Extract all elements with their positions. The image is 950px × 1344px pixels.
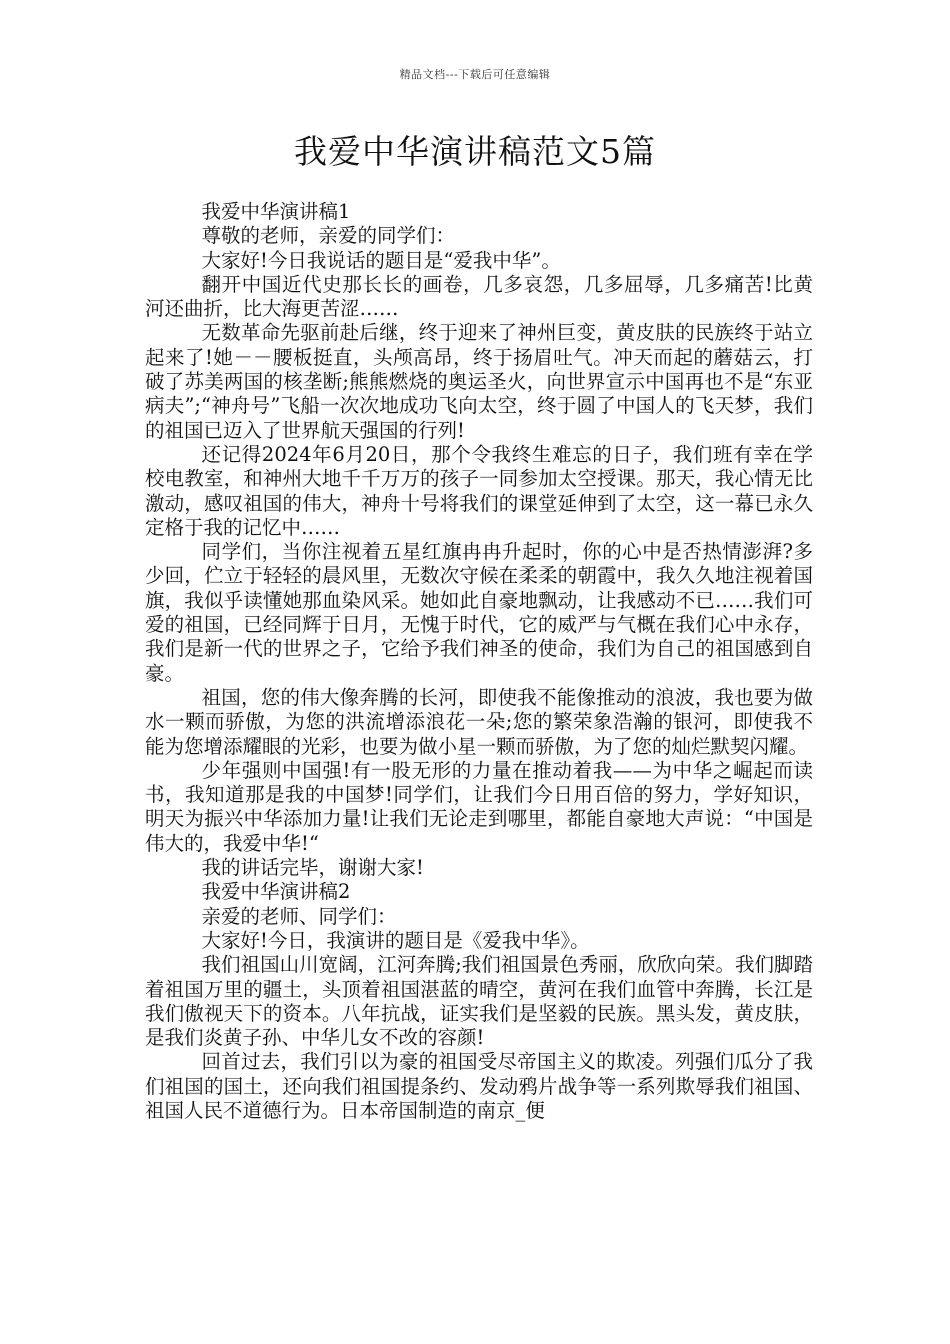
body-paragraph: 少年强则中国强!有一股无形的力量在推动着我——为中华之崛起而读书，我知道那是我的中国梦!同学们，让我们今日用百倍的努力，学好知识，明天为振兴中华添加力量!让我们无论走到哪里，都能自豪地大声说：“中国是伟大的，我爱中华!“ — [145, 758, 813, 855]
body-paragraph: 祖国，您的伟大像奔腾的长河，即使我不能像推动的浪波，我也要为做水一颗而骄傲，为您的洪流增添浪花一朵;您的繁荣象浩瀚的银河，即使我不能为您增添耀眼的光彩，也要为做小星一颗而骄傲，为了您的灿烂默契闪耀。 — [145, 685, 813, 758]
speech-2-heading: 我爱中华演讲稿2 — [201, 880, 351, 904]
document-title: 我爱中华演讲稿范文5篇 — [294, 132, 656, 171]
speech-1-closing: 我的讲话完毕，谢谢大家! — [201, 856, 424, 880]
body-paragraph: 同学们，当你注视着五星红旗冉冉升起时，你的心中是否热情澎湃?多少回，伫立于轻轻的晨风里，无数次守候在柔柔的朝霞中，我久久地注视着国旗，我似乎读懂她那血染风采。她如此自豪地飘动，让我感动不已……我们可爱的祖国，已经同辉于日月，无愧于时代，它的威严与气概在我们心中永存，我们是新一代的世界之子，它给予我们神圣的使命，我们为自己的祖国感到自豪。 — [145, 540, 813, 685]
speech-1-greeting: 大家好!今日我说话的题目是“爱我中华”。 — [201, 248, 561, 272]
body-paragraph: 还记得2024年6月20日，那个令我终生难忘的日子，我们班有幸在学校电教室，和神州大地千千万万的孩子一同参加太空授课。那天，我心情无比激动，感叹祖国的伟大，神舟十号将我们的课堂延伸到了太空，这一幕已永久定格于我的记忆中…… — [145, 442, 813, 539]
speech-1-heading: 我爱中华演讲稿1 — [201, 200, 351, 223]
header-note: 精品文档---下载后可任意编辑 — [399, 68, 551, 81]
document-body — [145, 200, 813, 1123]
body-paragraph: 翻开中国近代史那长长的画卷，几多哀怨，几多屈辱，几多痛苦!比黄河还曲折，比大海更苦涩…… — [145, 272, 813, 321]
body-paragraph: 我们祖国山川宽阔，江河奔腾;我们祖国景色秀丽，欣欣向荣。我们脚踏着祖国万里的疆土，头顶着祖国湛蓝的晴空，黄河在我们血管中奔腾，长江是我们傲视天下的资本。八年抗战，证实我们是坚毅的民族。黑头发，黄皮肤，是我们炎黄子孙、中华儿女不改的容颜! — [145, 953, 813, 1050]
body-paragraph: 回首过去，我们引以为豪的祖国受尽帝国主义的欺凌。列强们瓜分了我们祖国的国土，还向我们祖国提条约、发动鸦片战争等一系列欺辱我们祖国、祖国人民不道德行为。日本帝国制造的南京_便 — [145, 1050, 813, 1122]
speech-2-greeting: 大家好!今日，我演讲的题目是《爱我中华》。 — [201, 928, 590, 952]
speech-1-salutation: 尊敬的老师，亲爱的同学们： — [201, 224, 456, 248]
speech-2-salutation: 亲爱的老师、同学们： — [201, 904, 397, 928]
body-paragraph: 无数革命先驱前赴后继，终于迎来了神州巨变，黄皮肤的民族终于站立起来了!她－－腰板挺直，头颅高昂，终于扬眉吐气。冲天而起的蘑菇云，打破了苏美两国的核垄断;熊熊燃烧的奥运圣火，向世界宣示中国再也不是“东亚病夫”;“神舟号”飞船一次次地成功飞向太空，终于圆了中国人的飞天梦，我们的祖国已迈入了世界航天强国的行列! — [145, 321, 813, 442]
